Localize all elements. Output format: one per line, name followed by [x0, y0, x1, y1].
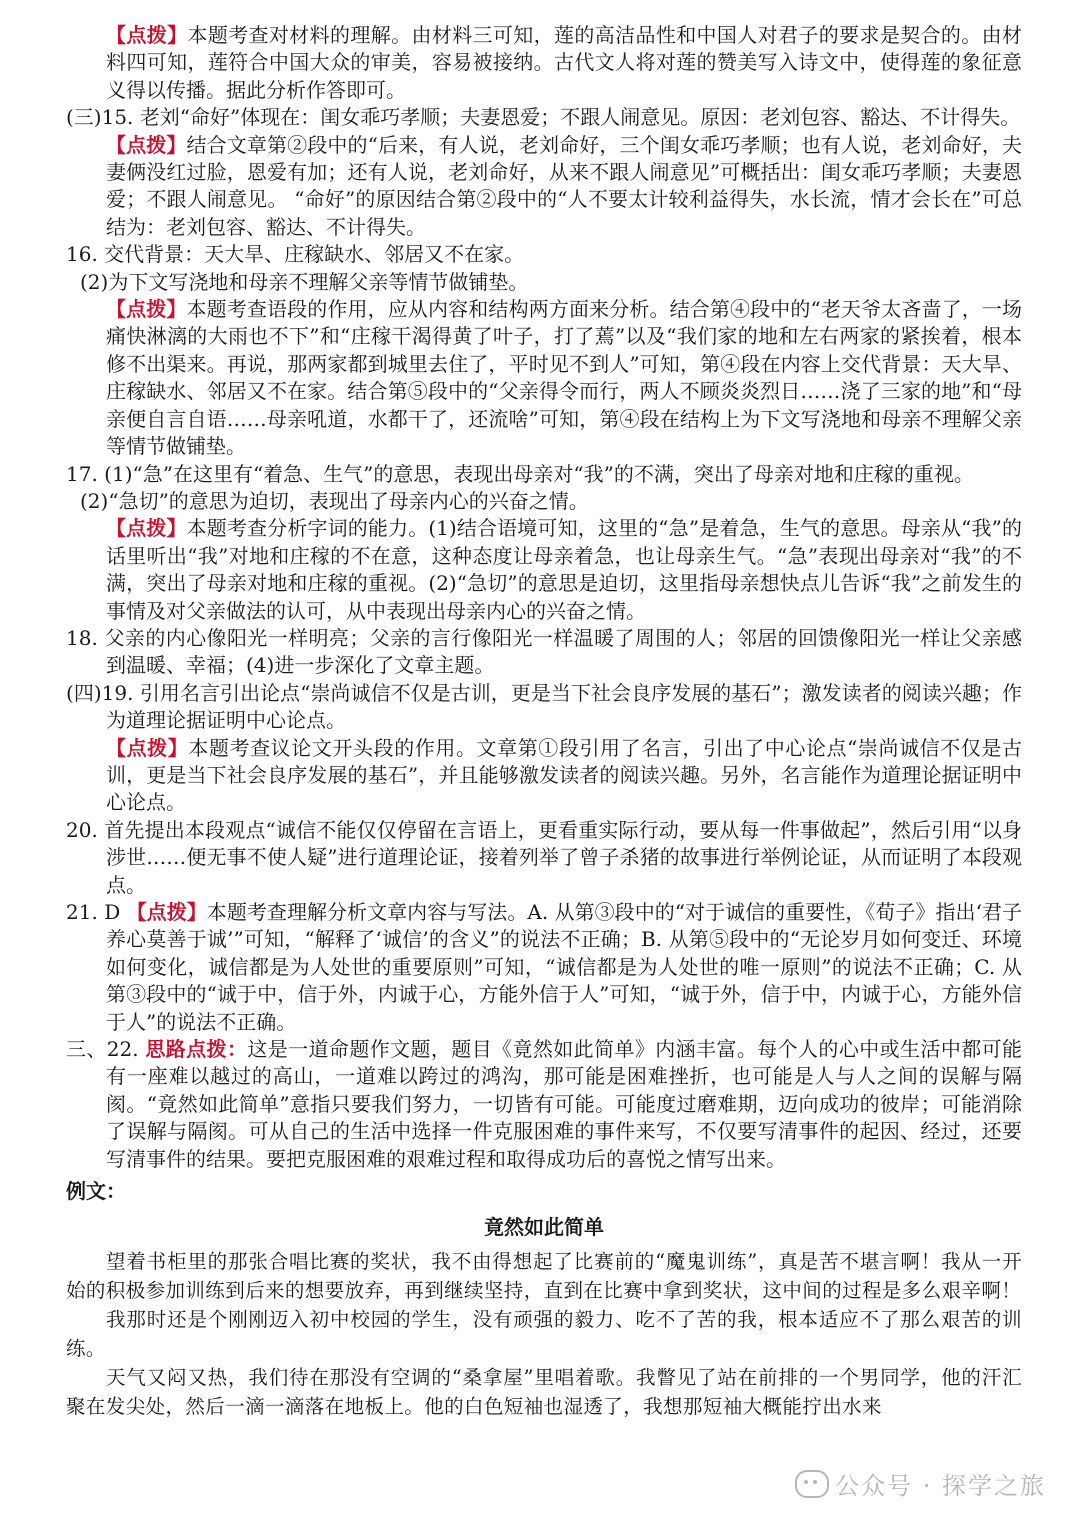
hint-label: 【点拨】 — [106, 132, 187, 157]
hint-text: 本题考查分析字词的能力。(1)结合语境可知，这里的“急”是着急，生气的意思。母亲从“我”的话里听出“我”对地和庄稼的不在意，这种态度让母亲着急，也让母亲生气。“急”表现出母亲对“我”的不满，突出了母亲对地和庄稼的重视。(2)“急切”的意思是迫切，这里指母亲想快点儿告诉“我”之前发生的事情及对父亲做法的认可，从中表现出母亲内心的兴奋之情。 — [106, 516, 1022, 623]
answer-text: 首先提出本段观点“诚信不能仅仅停留在言语上，更看重实际行动，要从每一件事做起”，然后引用“以身涉世……便无事不使人疑”进行道理论证，接着列举了曾子杀猪的故事进行举例论证，从而证明了本段观点。 — [97, 817, 1022, 897]
answer-number: 17. — [66, 461, 98, 486]
answer-text: 交代背景：天大旱、庄稼缺水、邻居又不在家。 — [97, 242, 525, 267]
essay-title: 竟然如此简单 — [484, 1215, 604, 1240]
answer-number: (四)19. — [66, 680, 134, 705]
answer-15 — [66, 104, 1022, 131]
answer-16 — [66, 241, 1022, 268]
hint-text: 结合文章第②段中的“后来，有人说，老刘命好，三个闺女乖巧孝顺；也有人说，老刘命好，夫妻俩没红过脸，恩爱有加；还有人说，老刘命好，从来不跟人闹意见”可概括出：闺女乖巧孝顺；夫妻恩爱；不跟人闹意见。 “命好”的原因结合第②段中的“人不要太计较利益得失，水长流，情才会长在”可总结为：老刘包容、豁达、不计得失。 — [106, 132, 1022, 239]
watermark — [795, 1466, 1046, 1501]
hint-label: 【点拨】 — [106, 297, 187, 322]
hint-text: 这是一道命题作文题，题目《竟然如此简单》内涵丰富。每个人的心中或生活中都可能有一座难以越过的高山，一道难以跨过的鸿沟，那可能是困难挫折，也可能是人与人之间的误解与隔阂。“竟然如此简单”意指只要我们努力，一切皆有可能。可能度过磨难期，迈向成功的彼岸；可能消除了误解与隔阂。可从自己的生活中选择一件克服困难的事件来写，不仅要写清事件的起因、经过，还要写清事件的结果。要把克服困难的艰难过程和取得成功后的喜悦之情写出来。 — [106, 1037, 1023, 1171]
hint-text: 本题考查议论文开头段的作用。文章第①段引用了名言，引出了中心论点“崇尚诚信不仅是古训，更是当下社会良序发展的基石”，并且能够激发读者的阅读兴趣。另外，名言能作为道理论据证明中心论点。 — [106, 735, 1022, 815]
essay-paragraph-2: 我那时还是个刚刚迈入初中校园的学生，没有顽强的毅力、吃不了苦的我，根本适应不了那么艰苦的训练。 — [66, 1308, 1022, 1361]
answer-text: (1)“急”在这里有“着急、生气”的意思，表现出母亲对“我”的不满，突出了母亲对地和庄稼的重视。 — [97, 461, 974, 486]
hint-label: 【点拨】 — [126, 900, 207, 924]
answer-17-hint — [66, 515, 1022, 625]
hint-text: 本题考查语段的作用，应从内容和结构两方面来分析。结合第④段中的“老天爷太吝啬了，一场痛快淋漓的大雨也不下”和“庄稼干渴得黄了叶子，打了蔫”以及“我们家的地和左右两家的紧挨着，根本修不出渠来。再说，那两家都到城里去住了，平时见不到人”可知，第④段在内容上交代背景：天大旱、庄稼缺水、邻居又不在家。结合第⑤段中的“父亲得令而行，两人不顾炎炎烈日……浇了三家的地”和“母亲便自言自语……母亲吼道，水都干了，还流啥”可知，第④段在结构上为下文写浇地和母亲不理解父亲等情节做铺垫。 — [106, 297, 1022, 459]
answer-19-hint — [66, 735, 1022, 817]
hint-label: 【点拨】 — [106, 23, 188, 47]
answer-text: 为下文写浇地和母亲不理解父亲等情节做铺垫。 — [108, 269, 529, 294]
hint-label: 【点拨】 — [106, 735, 189, 760]
answer-21 — [66, 899, 1022, 1036]
answer-number: (2) — [80, 269, 109, 294]
answer-17 — [66, 461, 1022, 488]
answer-number: 21. D — [66, 900, 127, 924]
answer-text: 老刘“命好”体现在：闺女乖巧孝顺；夫妻恩爱；不跟人闹意见。原因：老刘包容、豁达、不计得失。 — [133, 105, 1021, 130]
answer-text: “急切”的意思为迫切，表现出了母亲内心的兴奋之情。 — [108, 488, 589, 513]
answer-16-hint — [66, 296, 1022, 460]
answer-text: 引用名言引出论点“崇尚诚信不仅是古训，更是当下社会良序发展的基石”；激发读者的阅读兴趣；作为道理论据证明中心论点。 — [106, 680, 1022, 733]
answer-14-hint — [66, 22, 1022, 104]
essay-paragraph-3: 天气又闷又热，我们待在那没有空调的“桑拿屋”里唱着歌。我瞥见了站在前排的一个男同学，他的汗汇聚在发尖处，然后一滴一滴落在地板上。他的白色短袖也湿透了，我想那短袖大概能拧出水来 — [66, 1366, 1022, 1419]
hint-lead: 思路点拨： — [145, 1037, 248, 1062]
answer-number: 18. — [66, 625, 98, 650]
answer-19 — [66, 680, 1022, 735]
answer-17-part2 — [66, 488, 1022, 515]
example-label: 例文： — [66, 1179, 126, 1204]
hint-text: 本题考查对材料的理解。由材料三可知，莲的高洁品性和中国人对君子的要求是契合的。由材料四可知，莲符合中国大众的审美，容易被接纳。古代文人将对莲的赞美写入诗文中，使得莲的象征意义得以传播。据此分析作答即可。 — [106, 23, 1023, 102]
answer-22 — [66, 1036, 1022, 1173]
hint-label: 【点拨】 — [106, 516, 187, 541]
answer-number: 三、22. — [66, 1037, 146, 1062]
answer-18 — [66, 625, 1022, 680]
watermark-text: 公众号 · 探学之旅 — [835, 1472, 1046, 1500]
answer-20 — [66, 817, 1022, 899]
hint-text: 本题考查理解分析文章内容与写法。A. 从第③段中的“对于诚信的重要性，《荀子》指出‘君子养心莫善于诚’”可知，“解释了‘诚信’的含义”的说法不正确；B. 从第⑤段中的“无论岁月如何变迁、环境如何变化，诚信都是为人处世的重要原则”可知，“诚信都是为人处世的唯一原则”的说法不正确；C. 从第③段中的“诚于中，信于外，内诚于心，方能外信于人”可知，“诚于外，信于中，内诚于心，方能外信于人”的说法不正确。 — [106, 900, 1023, 1034]
answer-number: (三)15. — [66, 105, 134, 130]
answer-text: 父亲的内心像阳光一样明亮；父亲的言行像阳光一样温暖了周围的人；邻居的回馈像阳光一样让父亲感到温暖、幸福；(4)进一步深化了文章主题。 — [97, 625, 1022, 678]
answer-number: 16. — [66, 242, 98, 267]
wechat-icon — [795, 1470, 829, 1498]
answer-16-part2 — [66, 269, 1022, 296]
answer-number: 20. — [66, 817, 98, 842]
essay-paragraph-1: 望着书柜里的那张合唱比赛的奖状，我不由得想起了比赛前的“魔鬼训练”，真是苦不堪言啊！我从一开始的积极参加训练到后来的想要放弃，再到继续坚持，直到在比赛中拿到奖状，这中间的过程是多么艰辛啊！ — [66, 1250, 1022, 1303]
answer-15-hint — [66, 132, 1022, 242]
answer-number: (2) — [80, 488, 109, 513]
